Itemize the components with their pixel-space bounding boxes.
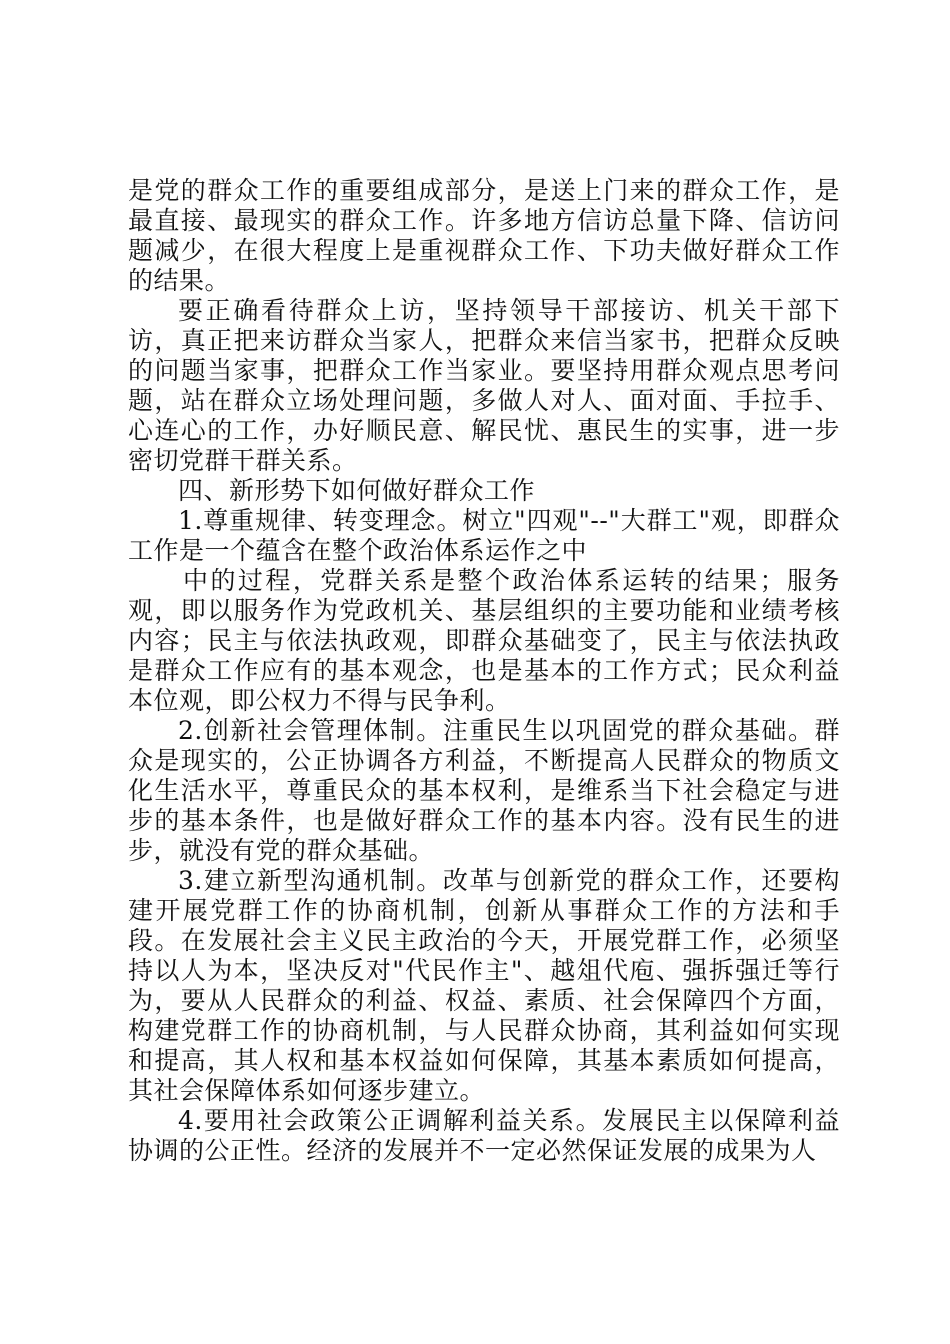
paragraph-petition: 要正确看待群众上访，坚持领导干部接访、机关干部下访，真正把来访群众当家人，把群众来信当家书，把群众反映的问题当家事，把群众工作当家业。要坚持用群众观点思考问题，站在群众立场处理问题，多做人对人、面对面、手拉手、心连心的工作，办好顺民意、解民忧、惠民生的实事，进一步密切党群干群关系。 xyxy=(128,296,840,475)
paragraph-item-1: 1.尊重规律、转变理念。树立"四观"--"大群工"观，即群众工作是一个蕴含在整个政治体系运作之中 xyxy=(128,506,840,565)
paragraph-item-1-continued: 中的过程，党群关系是整个政治体系运转的结果；服务观，即以服务作为党政机关、基层组织的主要功能和业绩考核内容；民主与依法执政观，即群众基础变了，民主与依法执政是群众工作应有的基本观念，也是基本的工作方式；民众利益本位观，即公权力不得与民争利。 xyxy=(128,566,840,715)
paragraph-item-3: 3.建立新型沟通机制。改革与创新党的群众工作，还要构建开展党群工作的协商机制，创新从事群众工作的方法和手段。在发展社会主义民主政治的今天，开展党群工作，必须坚持以人为本，坚决反对"代民作主"、越俎代庖、强拆强迁等行为，要从人民群众的利益、权益、素质、社会保障四个方面，构建党群工作的协商机制，与人民群众协商，其利益如何实现和提高，其人权和基本权益如何保障，其基本素质如何提高，其社会保障体系如何逐步建立。 xyxy=(128,866,840,1105)
paragraph-continuation: 是党的群众工作的重要组成部分，是送上门来的群众工作，是最直接、最现实的群众工作。许多地方信访总量下降、信访问题减少，在很大程度上是重视群众工作、下功夫做好群众工作的结果。 xyxy=(128,176,840,295)
document-body xyxy=(128,176,840,1166)
section-heading: 四、新形势下如何做好群众工作 xyxy=(178,476,536,505)
paragraph-item-2: 2.创新社会管理体制。注重民生以巩固党的群众基础。群众是现实的，公正协调各方利益，不断提高人民群众的物质文化生活水平，尊重民众的基本权利，是维系当下社会稳定与进步的基本条件，也是做好群众工作的基本内容。没有民生的进步，就没有党的群众基础。 xyxy=(128,716,840,865)
paragraph-item-4: 4.要用社会政策公正调解利益关系。发展民主以保障利益协调的公正性。经济的发展并不一定必然保证发展的成果为人 xyxy=(128,1106,840,1165)
